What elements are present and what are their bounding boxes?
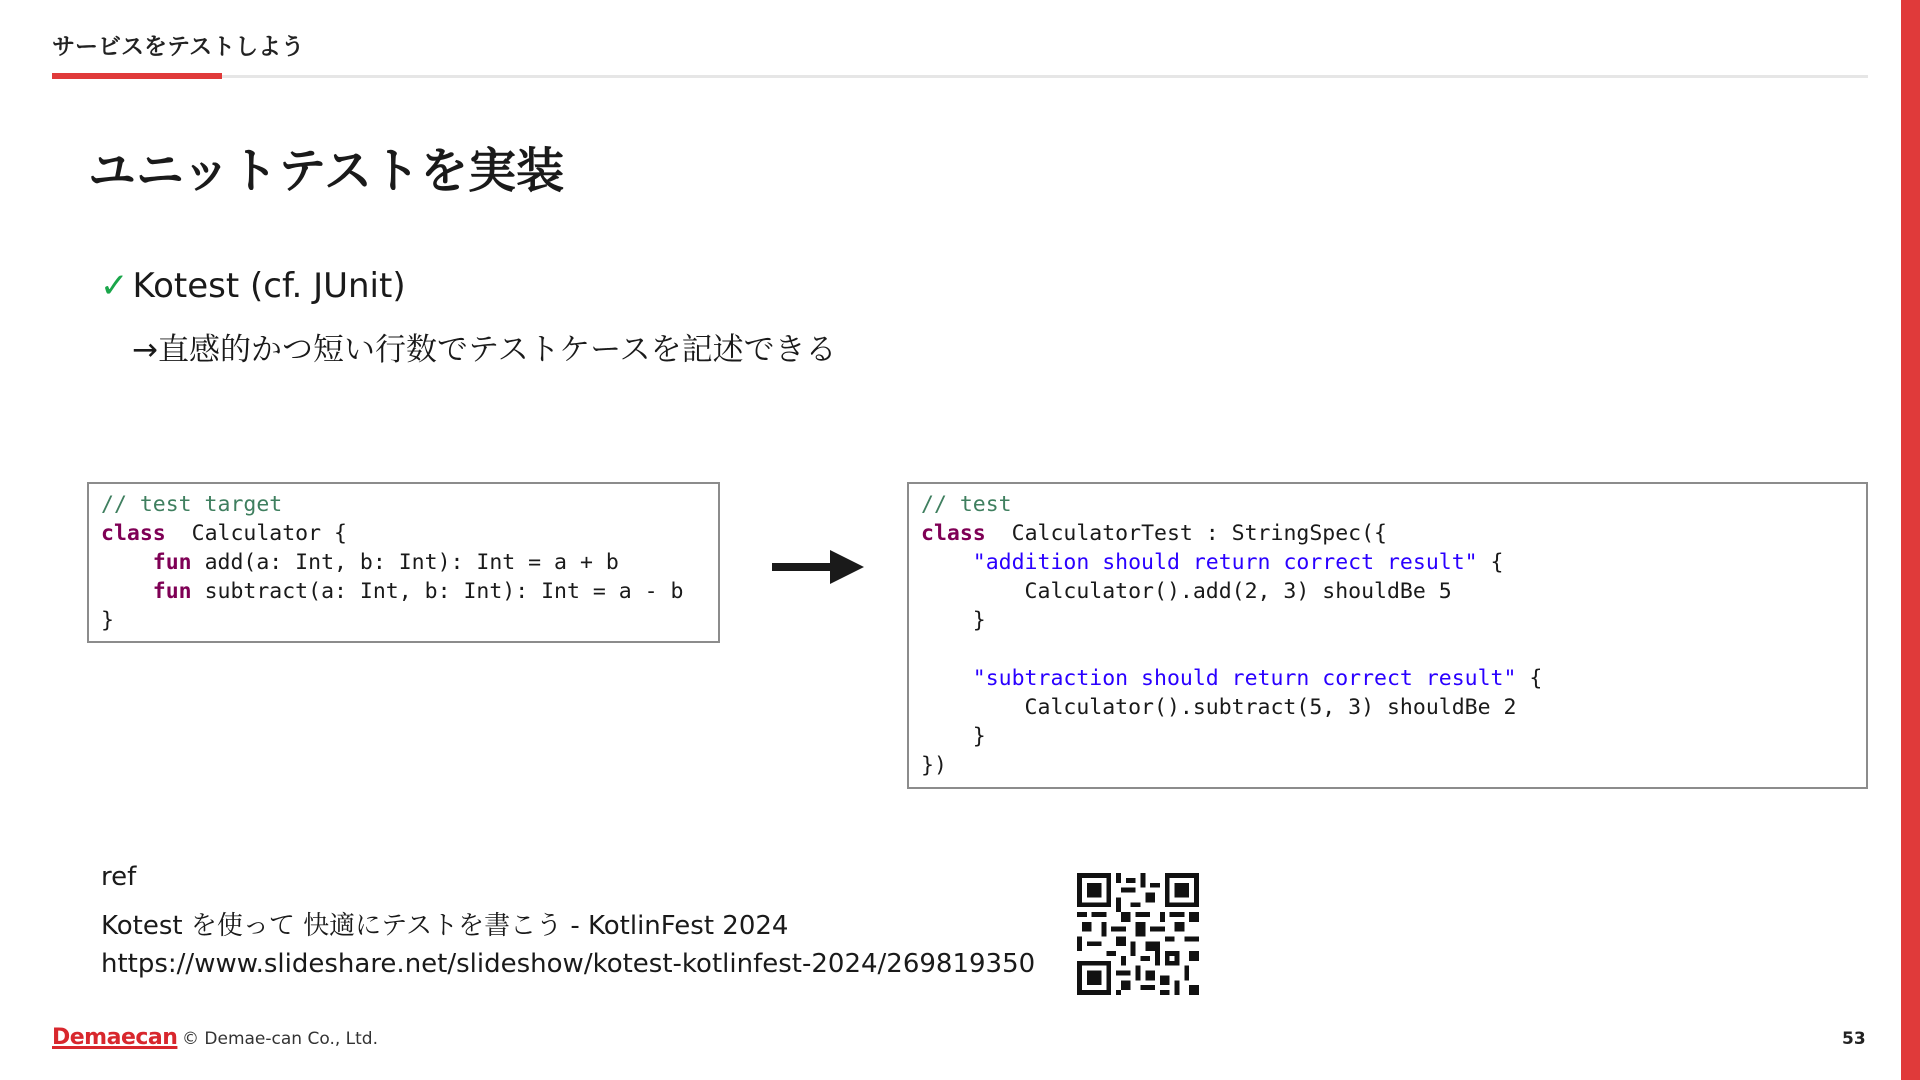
- code-text: [101, 550, 153, 575]
- code-line: [921, 666, 1542, 691]
- code-string: "addition should return correct result": [972, 550, 1478, 575]
- right-arrow-icon: [772, 550, 864, 584]
- code-text: }): [921, 753, 947, 778]
- code-text: }: [921, 608, 986, 633]
- code-text: add(a: Int, b: Int): Int = a + b: [191, 550, 619, 575]
- bullet-item: [100, 266, 406, 306]
- code-text: }: [101, 608, 114, 633]
- qr-code-icon: [1077, 873, 1199, 995]
- code-line: [101, 492, 282, 517]
- code-keyword: fun: [152, 550, 192, 575]
- code-keyword: fun: [152, 579, 192, 604]
- copyright-text: © Demae-can Co., Ltd.: [182, 1029, 378, 1049]
- code-line: [921, 521, 1387, 546]
- code-block-test: [907, 482, 1868, 789]
- code-line: [101, 608, 114, 633]
- code-line: [101, 579, 684, 604]
- code-line: [921, 492, 1012, 517]
- company-logo: Demaecan: [52, 1025, 178, 1050]
- header-accent-bar: [52, 73, 222, 79]
- slide-title: ユニットテストを実装: [88, 143, 565, 199]
- code-line: [101, 521, 347, 546]
- right-edge-bar: [1901, 0, 1920, 1080]
- code-line: [101, 550, 619, 575]
- code-text: subtract(a: Int, b: Int): Int = a - b: [191, 579, 684, 604]
- code-text: Calculator().add(2, 3) shouldBe 5: [921, 579, 1452, 604]
- bullet-text: Kotest (cf. JUnit): [132, 266, 406, 306]
- code-line: [921, 724, 986, 749]
- code-line: [921, 550, 1504, 575]
- code-text: }: [921, 724, 986, 749]
- code-line: [921, 753, 947, 778]
- code-text: {: [1516, 666, 1543, 691]
- code-comment: // test target: [101, 492, 283, 517]
- section-title: サービスをテストしよう: [52, 34, 305, 60]
- code-text: [921, 550, 973, 575]
- code-comment: // test: [921, 492, 1012, 517]
- code-keyword: class: [101, 521, 166, 546]
- code-content: [101, 490, 706, 635]
- code-text: {: [1477, 550, 1504, 575]
- code-text: Calculator().subtract(5, 3) shouldBe 2: [921, 695, 1517, 720]
- code-text: [921, 666, 973, 691]
- check-icon: ✓: [100, 266, 129, 306]
- code-text: Calculator {: [165, 521, 347, 546]
- code-string: "subtraction should return correct result": [972, 666, 1517, 691]
- code-text: [101, 579, 153, 604]
- code-text: CalculatorTest : StringSpec({: [985, 521, 1388, 546]
- code-line: [921, 608, 986, 633]
- code-line: [921, 579, 1452, 604]
- sub-bullet-text: →直感的かつ短い行数でテストケースを記述できる: [132, 332, 837, 368]
- page-number: 53: [1842, 1029, 1866, 1049]
- code-content: [921, 490, 1854, 780]
- code-line: [921, 695, 1516, 720]
- code-keyword: class: [921, 521, 986, 546]
- reference-url[interactable]: https://www.slideshare.net/slideshow/kotest-kotlinfest-2024/269819350: [101, 949, 1036, 979]
- reference-label: ref: [101, 862, 137, 892]
- reference-title: Kotest を使って 快適にテストを書こう - KotlinFest 2024: [101, 911, 789, 941]
- code-block-test-target: [87, 482, 720, 643]
- header-divider: [52, 75, 1868, 78]
